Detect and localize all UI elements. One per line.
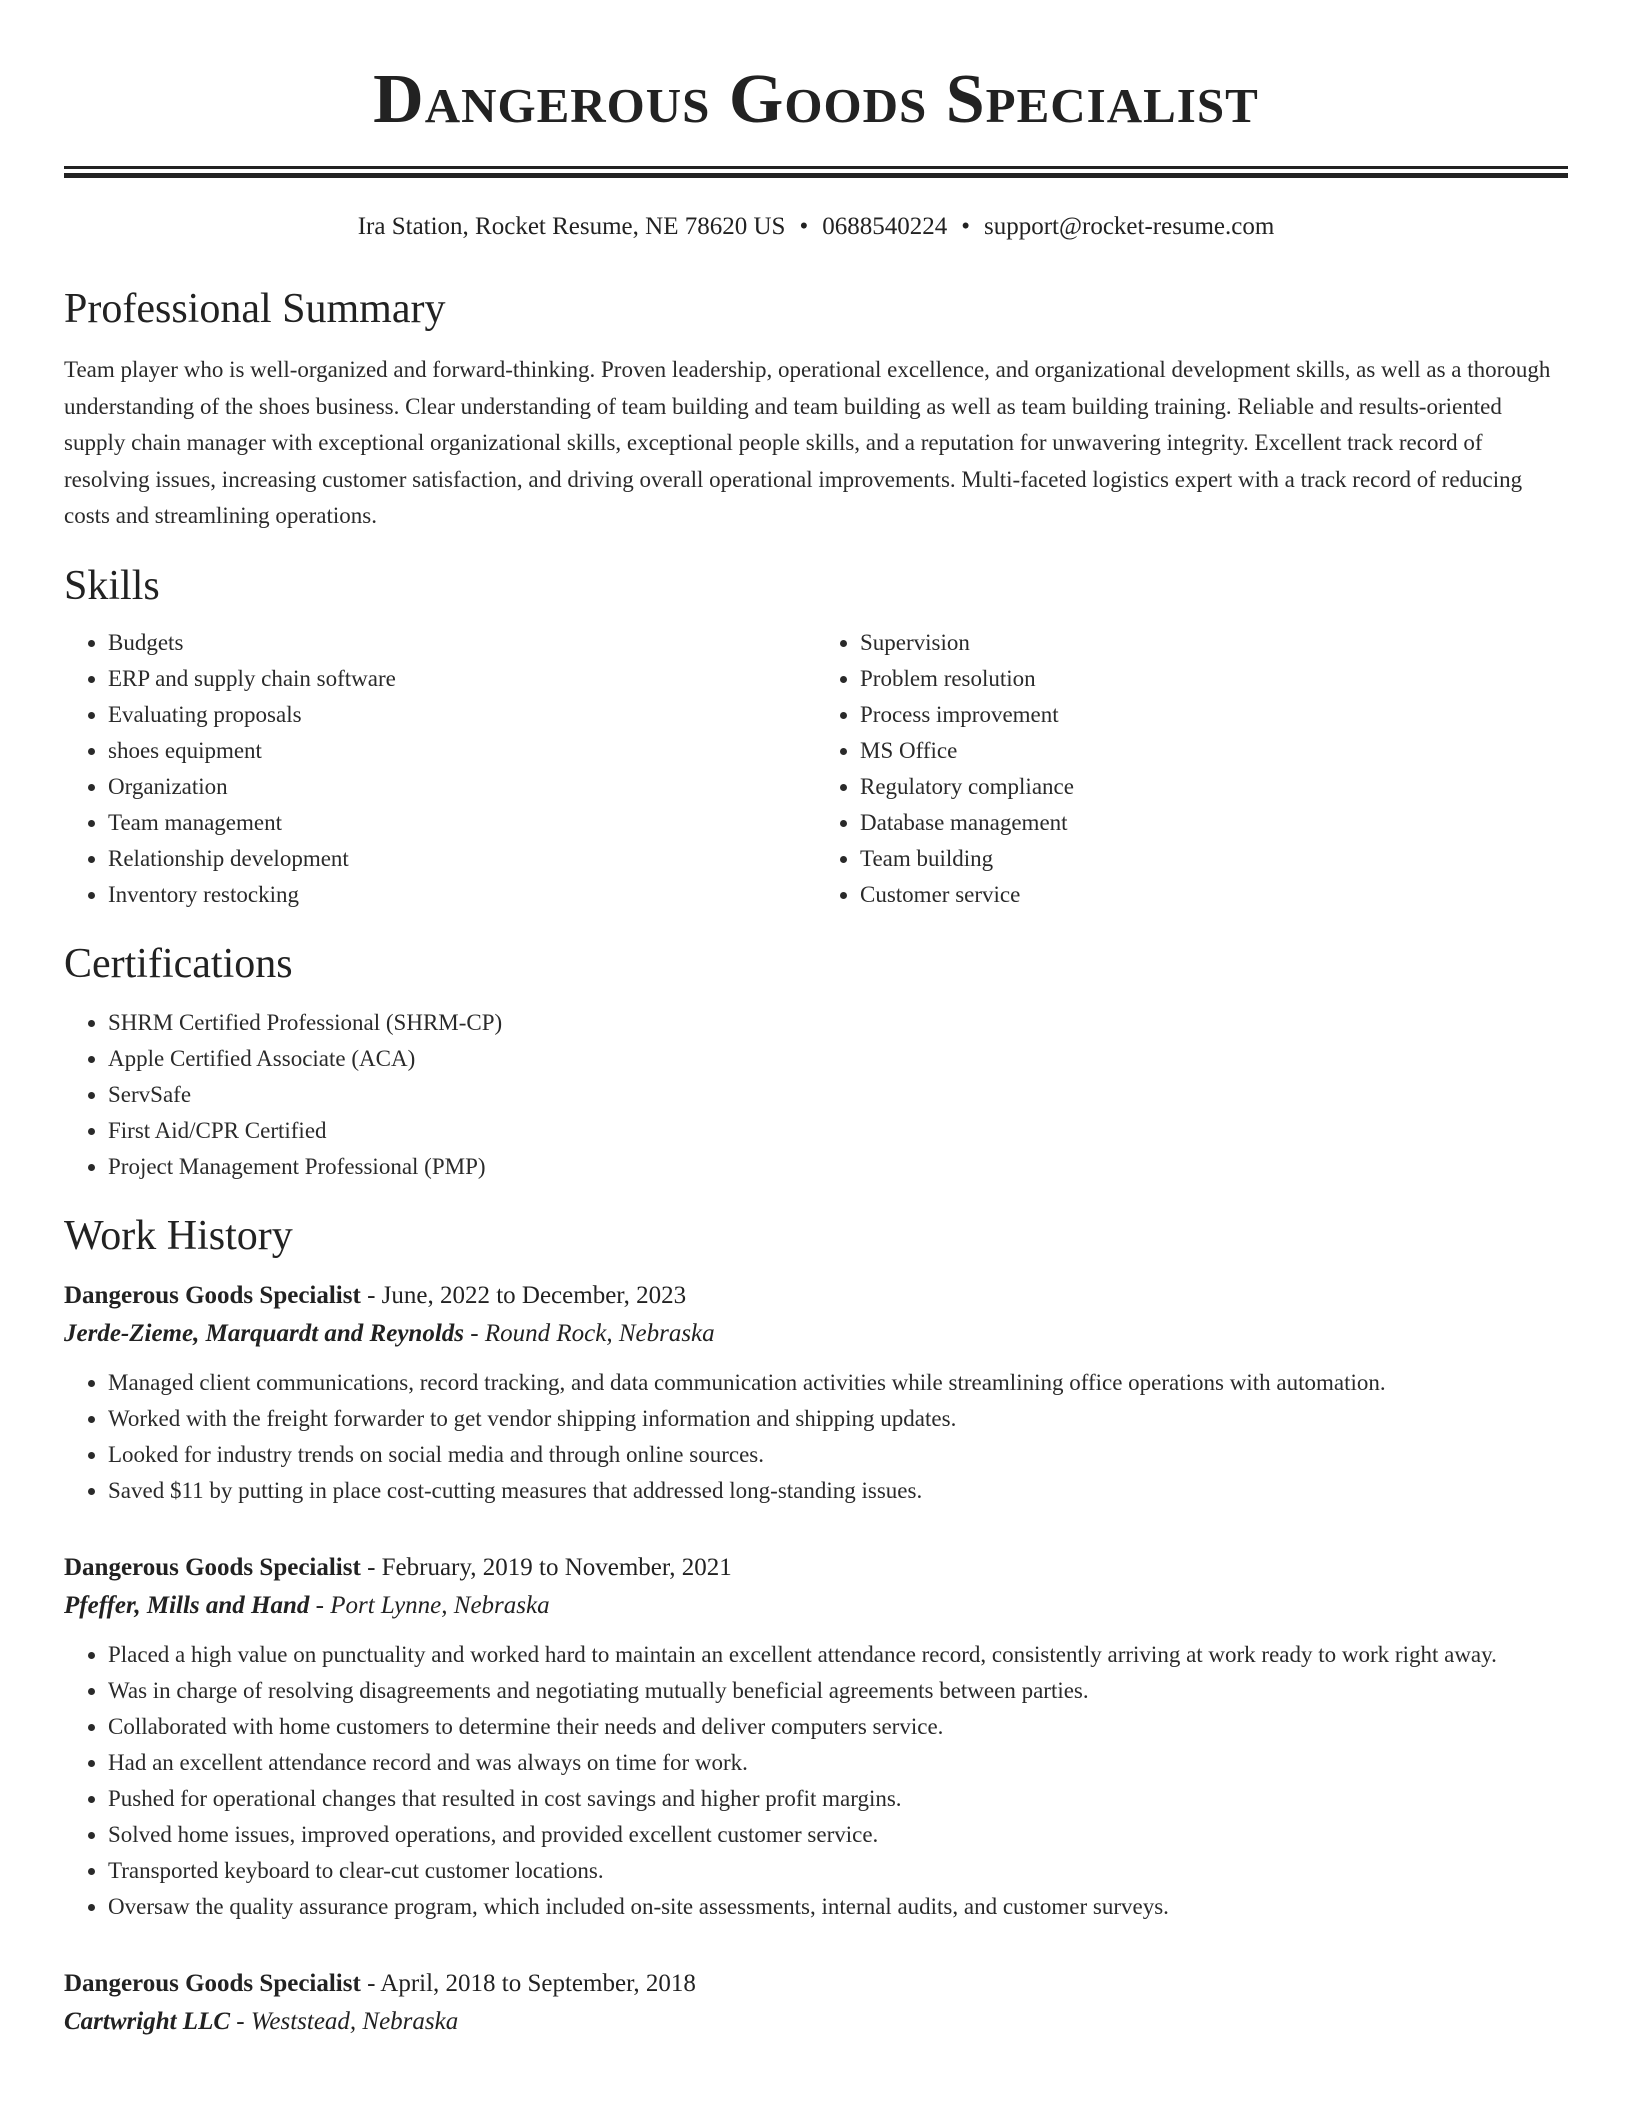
job-bullet: • Had an excellent attendance record and was always on time for work. bbox=[108, 1745, 1568, 1781]
job-bullet: • Managed client communications, record tracking, and data communication activities while streamlining office operations with automation. bbox=[108, 1365, 1568, 1401]
job-bullets bbox=[64, 1637, 1568, 1925]
job-dates: June, 2022 to December, 2023 bbox=[381, 1281, 687, 1309]
certification-item: • SHRM Certified Professional (SHRM-CP) bbox=[108, 1005, 1568, 1041]
job-company-line bbox=[64, 1315, 1568, 1353]
job-bullet: • Collaborated with home customers to determine their needs and deliver computers service. bbox=[108, 1709, 1568, 1745]
job-dash: - bbox=[360, 1281, 382, 1309]
certifications-list bbox=[64, 1005, 1568, 1185]
contact-separator: • bbox=[961, 213, 970, 240]
job-bullet: • Placed a high value on punctuality and worked hard to maintain an excellent attendance record, consistently arriving at work ready to work right away. bbox=[108, 1637, 1568, 1673]
skill-item: • Inventory restocking bbox=[108, 877, 816, 913]
job-title: Dangerous Goods Specialist bbox=[64, 1553, 361, 1581]
contact-address: Ira Station, Rocket Resume, NE 78620 US bbox=[357, 213, 786, 240]
skill-item: • Database management bbox=[860, 805, 1568, 841]
contact-separator: • bbox=[799, 213, 809, 240]
job-entry bbox=[64, 1549, 1568, 1925]
certification-item: • First Aid/CPR Certified bbox=[108, 1113, 1568, 1149]
job-company: Jerde-Zieme, Marquardt and Reynolds bbox=[64, 1319, 464, 1347]
skill-item: • Relationship development bbox=[108, 841, 816, 877]
certification-item: • Project Management Professional (PMP) bbox=[108, 1149, 1568, 1185]
job-dash: - bbox=[360, 1969, 381, 1997]
summary-text: Team player who is well-organized and forward-thinking. Proven leadership, operational excellence, and organizational development skills, as well as a thorough understanding of the shoes business. Clear understanding of team building and team building as well as team building training. Reliable and results-oriented supply chain manager with exceptional organizational skills, exceptional people skills, and a reputation for unwavering integrity. Excellent track record of resolving issues, increasing customer satisfaction, and driving overall operational improvements. Multi-faceted logistics expert with a track record of reducing costs and streamlining operations. bbox=[64, 357, 1551, 528]
job-dash: - bbox=[360, 1553, 382, 1581]
job-bullet: • Oversaw the quality assurance program, which included on-site assessments, internal audits, and customer surveys. bbox=[108, 1889, 1568, 1925]
job-dash: - bbox=[464, 1319, 485, 1347]
job-bullets bbox=[64, 1365, 1568, 1509]
skill-item: • shoes equipment bbox=[108, 733, 816, 769]
job-bullet: • Solved home issues, improved operations, and provided excellent customer service. bbox=[108, 1817, 1568, 1853]
job-title-line bbox=[64, 1549, 1568, 1587]
job-bullet: • Worked with the freight forwarder to get vendor shipping information and shipping updates. bbox=[108, 1401, 1568, 1437]
summary-heading: Professional Summary bbox=[64, 286, 446, 332]
title-divider-bottom bbox=[64, 173, 1568, 178]
skills-list-right bbox=[816, 625, 1568, 913]
job-company: Cartwright LLC bbox=[64, 2007, 231, 2035]
job-company-line bbox=[64, 1587, 1568, 1625]
job-dates: April, 2018 to September, 2018 bbox=[380, 1969, 696, 1997]
skills-columns bbox=[64, 625, 1568, 913]
title-divider-top bbox=[64, 166, 1568, 169]
job-bullet: • Saved $11 by putting in place cost-cutting measures that addressed long-standing issues. bbox=[108, 1473, 1568, 1509]
skill-item: • ERP and supply chain software bbox=[108, 661, 816, 697]
job-entry bbox=[64, 1277, 1568, 1509]
job-location: Weststead, Nebraska bbox=[250, 2007, 459, 2035]
contact-phone: 0688540224 bbox=[822, 213, 948, 240]
job-bullet: • Pushed for operational changes that resulted in cost savings and higher profit margins. bbox=[108, 1781, 1568, 1817]
job-company-line bbox=[64, 2003, 1568, 2041]
work-history-heading: Work History bbox=[64, 1212, 293, 1259]
skills-heading: Skills bbox=[64, 562, 160, 609]
skill-item: • Evaluating proposals bbox=[108, 697, 816, 733]
skill-item: • Problem resolution bbox=[860, 661, 1568, 697]
job-entry bbox=[64, 1965, 1568, 2041]
skill-item: • Process improvement bbox=[860, 697, 1568, 733]
resume-title: Dangerous Goods Specialist bbox=[373, 61, 1259, 138]
job-bullet: • Looked for industry trends on social media and through online sources. bbox=[108, 1437, 1568, 1473]
skill-item: • Team building bbox=[860, 841, 1568, 877]
job-title: Dangerous Goods Specialist bbox=[64, 1281, 361, 1309]
job-title-line bbox=[64, 1965, 1568, 2003]
skill-item: • Supervision bbox=[860, 625, 1568, 661]
job-title-line bbox=[64, 1277, 1568, 1315]
certification-item: • ServSafe bbox=[108, 1077, 1568, 1113]
job-dash: - bbox=[230, 2007, 251, 2035]
skill-item: • MS Office bbox=[860, 733, 1568, 769]
skill-item: • Regulatory compliance bbox=[860, 769, 1568, 805]
job-title: Dangerous Goods Specialist bbox=[64, 1969, 361, 1997]
job-bullet: • Transported keyboard to clear-cut customer locations. bbox=[108, 1853, 1568, 1889]
certification-item: • Apple Certified Associate (ACA) bbox=[108, 1041, 1568, 1077]
skill-item: • Organization bbox=[108, 769, 816, 805]
job-location: Round Rock, Nebraska bbox=[484, 1319, 715, 1347]
certifications-heading: Certifications bbox=[64, 940, 293, 987]
skills-list-left bbox=[64, 625, 816, 913]
job-dates: February, 2019 to November, 2021 bbox=[381, 1553, 732, 1581]
skill-item: • Customer service bbox=[860, 877, 1568, 913]
job-bullet: • Was in charge of resolving disagreements and negotiating mutually beneficial agreements between parties. bbox=[108, 1673, 1568, 1709]
contact-line bbox=[64, 212, 1568, 242]
skill-item: • Budgets bbox=[108, 625, 816, 661]
job-location: Port Lynne, Nebraska bbox=[330, 1591, 550, 1619]
contact-email: support@rocket-resume.com bbox=[983, 213, 1275, 240]
skill-item: • Team management bbox=[108, 805, 816, 841]
job-dash: - bbox=[309, 1591, 331, 1619]
job-company: Pfeffer, Mills and Hand bbox=[64, 1591, 310, 1619]
